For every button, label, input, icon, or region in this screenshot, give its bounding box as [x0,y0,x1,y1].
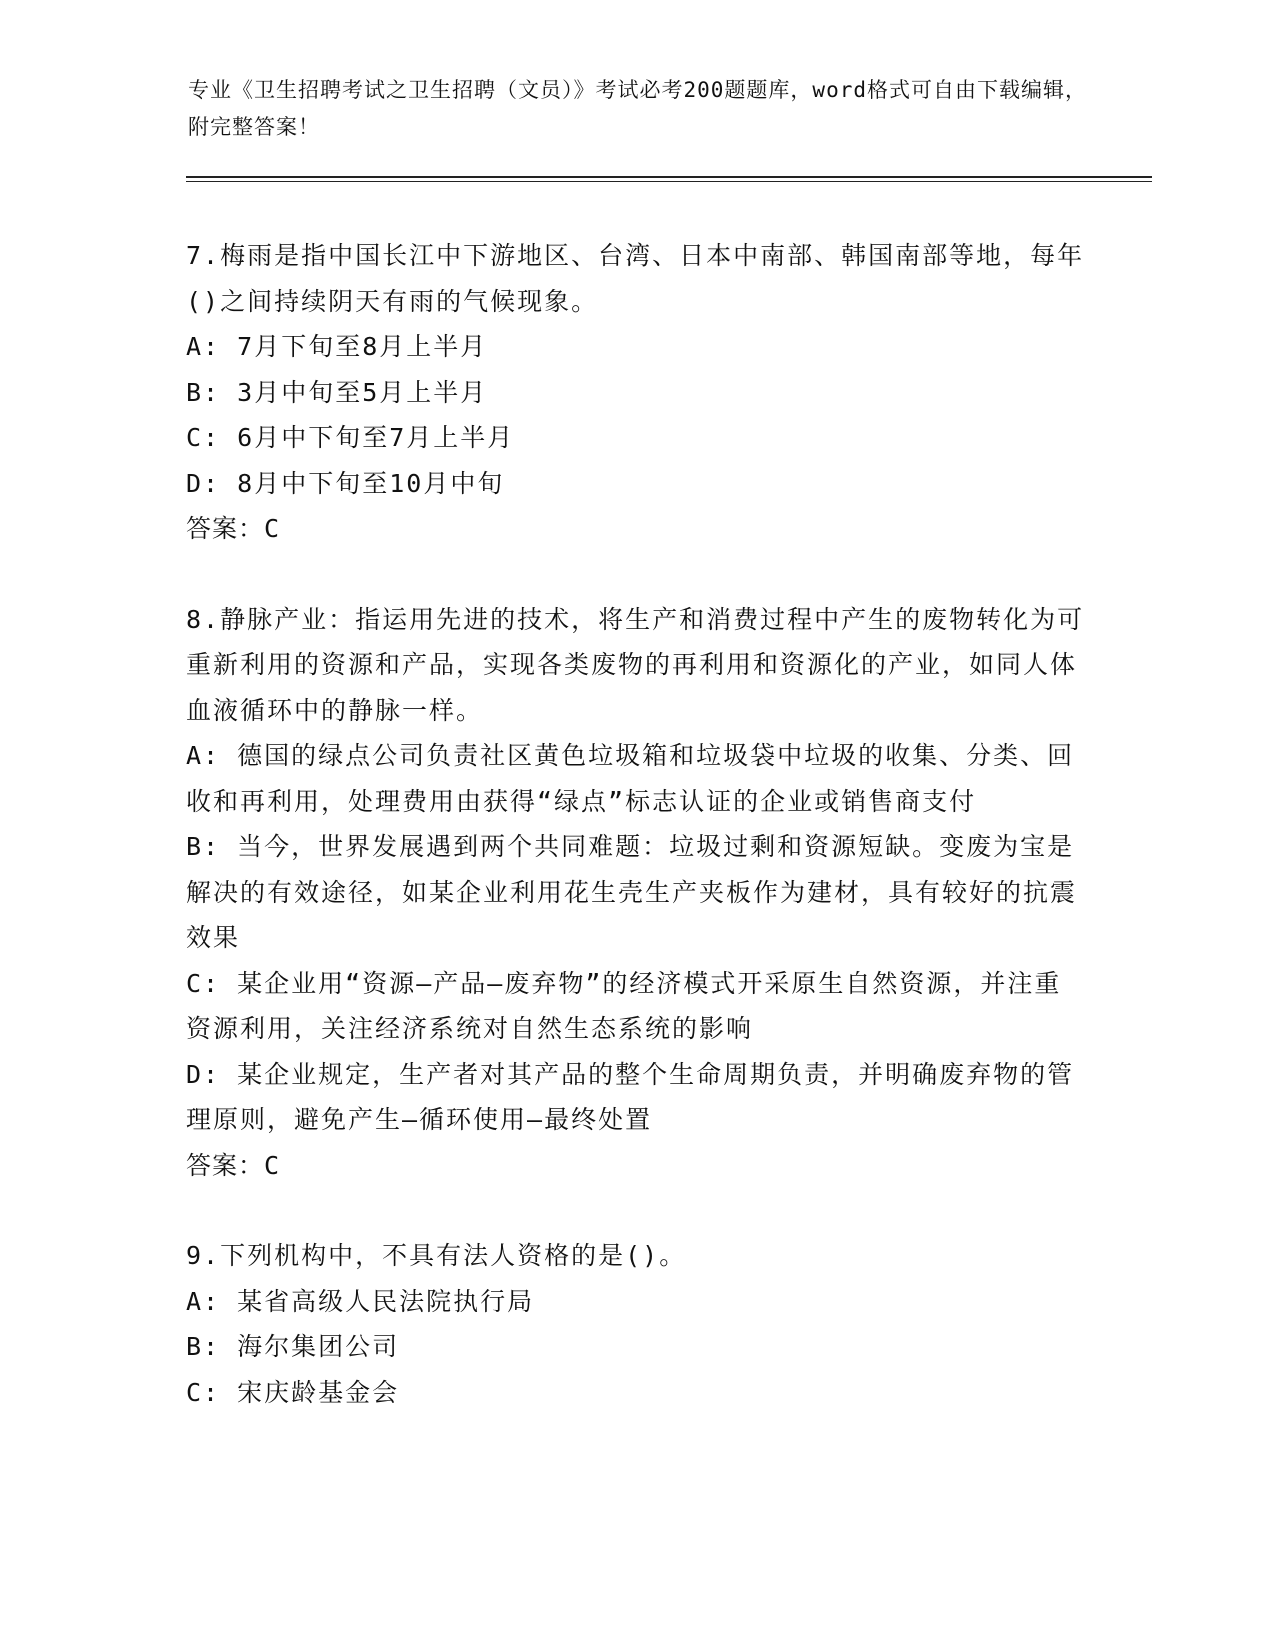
option-label: D: [186,1059,221,1089]
option-d [186,461,1086,507]
option-text: 德国的绿点公司负责社区黄色垃圾箱和垃圾袋中垃圾的收集、分类、回收和再利用，处理费用由获得“绿点”标志认证的企业或销售商支付 [186,741,1075,816]
question-text: 下列机构中，不具有法人资格的是()。 [220,1241,687,1270]
question-7 [186,233,1086,552]
option-label: C: [186,1377,221,1407]
question-number: 9. [186,1241,221,1270]
option-text: 海尔集团公司 [237,1332,400,1361]
question-list [186,233,1086,1415]
question-text: 梅雨是指中国长江中下游地区、台湾、日本中南部、韩国南部等地，每年()之间持续阴天有雨的气候现象。 [186,241,1085,316]
option-label: A: [186,741,221,770]
answer: 答案：C [186,514,281,543]
option-label: B: [186,1332,221,1361]
option-label: C: [186,968,221,998]
question-stem [186,233,1086,324]
option-c [186,1370,1086,1416]
option-text: 6月中下旬至7月上半月 [237,423,515,452]
option-b [186,1324,1086,1370]
option-text: 7月下旬至8月上半月 [237,332,488,361]
option-a [186,324,1086,370]
option-label: A: [186,1286,221,1316]
option-text: 8月中下旬至10月中旬 [237,468,505,498]
option-c [186,961,1086,1052]
document-title: 专业《卫生招聘考试之卫生招聘（文员）》考试必考200题题库，word格式可自由下载编辑，附完整答案！ [188,78,1087,139]
option-label: B: [186,832,221,861]
answer: 答案：C [186,1150,281,1180]
header-divider [186,176,1152,178]
question-8 [186,597,1086,1189]
option-text: 宋庆龄基金会 [237,1377,400,1407]
option-label: C: [186,423,221,452]
option-label: B: [186,377,221,407]
option-text: 某企业规定，生产者对其产品的整个生命周期负责，并明确废弃物的管理原则，避免产生—循环使用—最终处置 [186,1059,1075,1134]
option-a [186,1279,1086,1325]
question-number: 8. [186,604,221,634]
option-label: D: [186,468,221,498]
document-header [188,72,1088,146]
question-9 [186,1233,1086,1415]
option-text: 3月中旬至5月上半月 [237,377,488,407]
question-number: 7. [186,241,221,270]
option-d [186,1052,1086,1143]
option-c [186,415,1086,461]
question-stem [186,597,1086,734]
question-stem [186,1233,1086,1279]
option-b [186,370,1086,416]
option-text: 某省高级人民法院执行局 [237,1286,535,1316]
option-b [186,824,1086,961]
header-divider-thin [186,181,1152,182]
question-text: 静脉产业：指运用先进的技术，将生产和消费过程中产生的废物转化为可重新利用的资源和产品，实现各类废物的再利用和资源化的产业，如同人体血液循环中的静脉一样。 [186,604,1085,725]
option-a [186,733,1086,824]
option-text: 当今，世界发展遇到两个共同难题：垃圾过剩和资源短缺。变废为宝是解决的有效途径，如某企业利用花生壳生产夹板作为建材，具有较好的抗震效果 [186,832,1078,952]
option-text: 某企业用“资源—产品—废弃物”的经济模式开采原生自然资源，并注重资源利用，关注经济系统对自然生态系统的影响 [186,968,1062,1043]
option-label: A: [186,332,221,361]
